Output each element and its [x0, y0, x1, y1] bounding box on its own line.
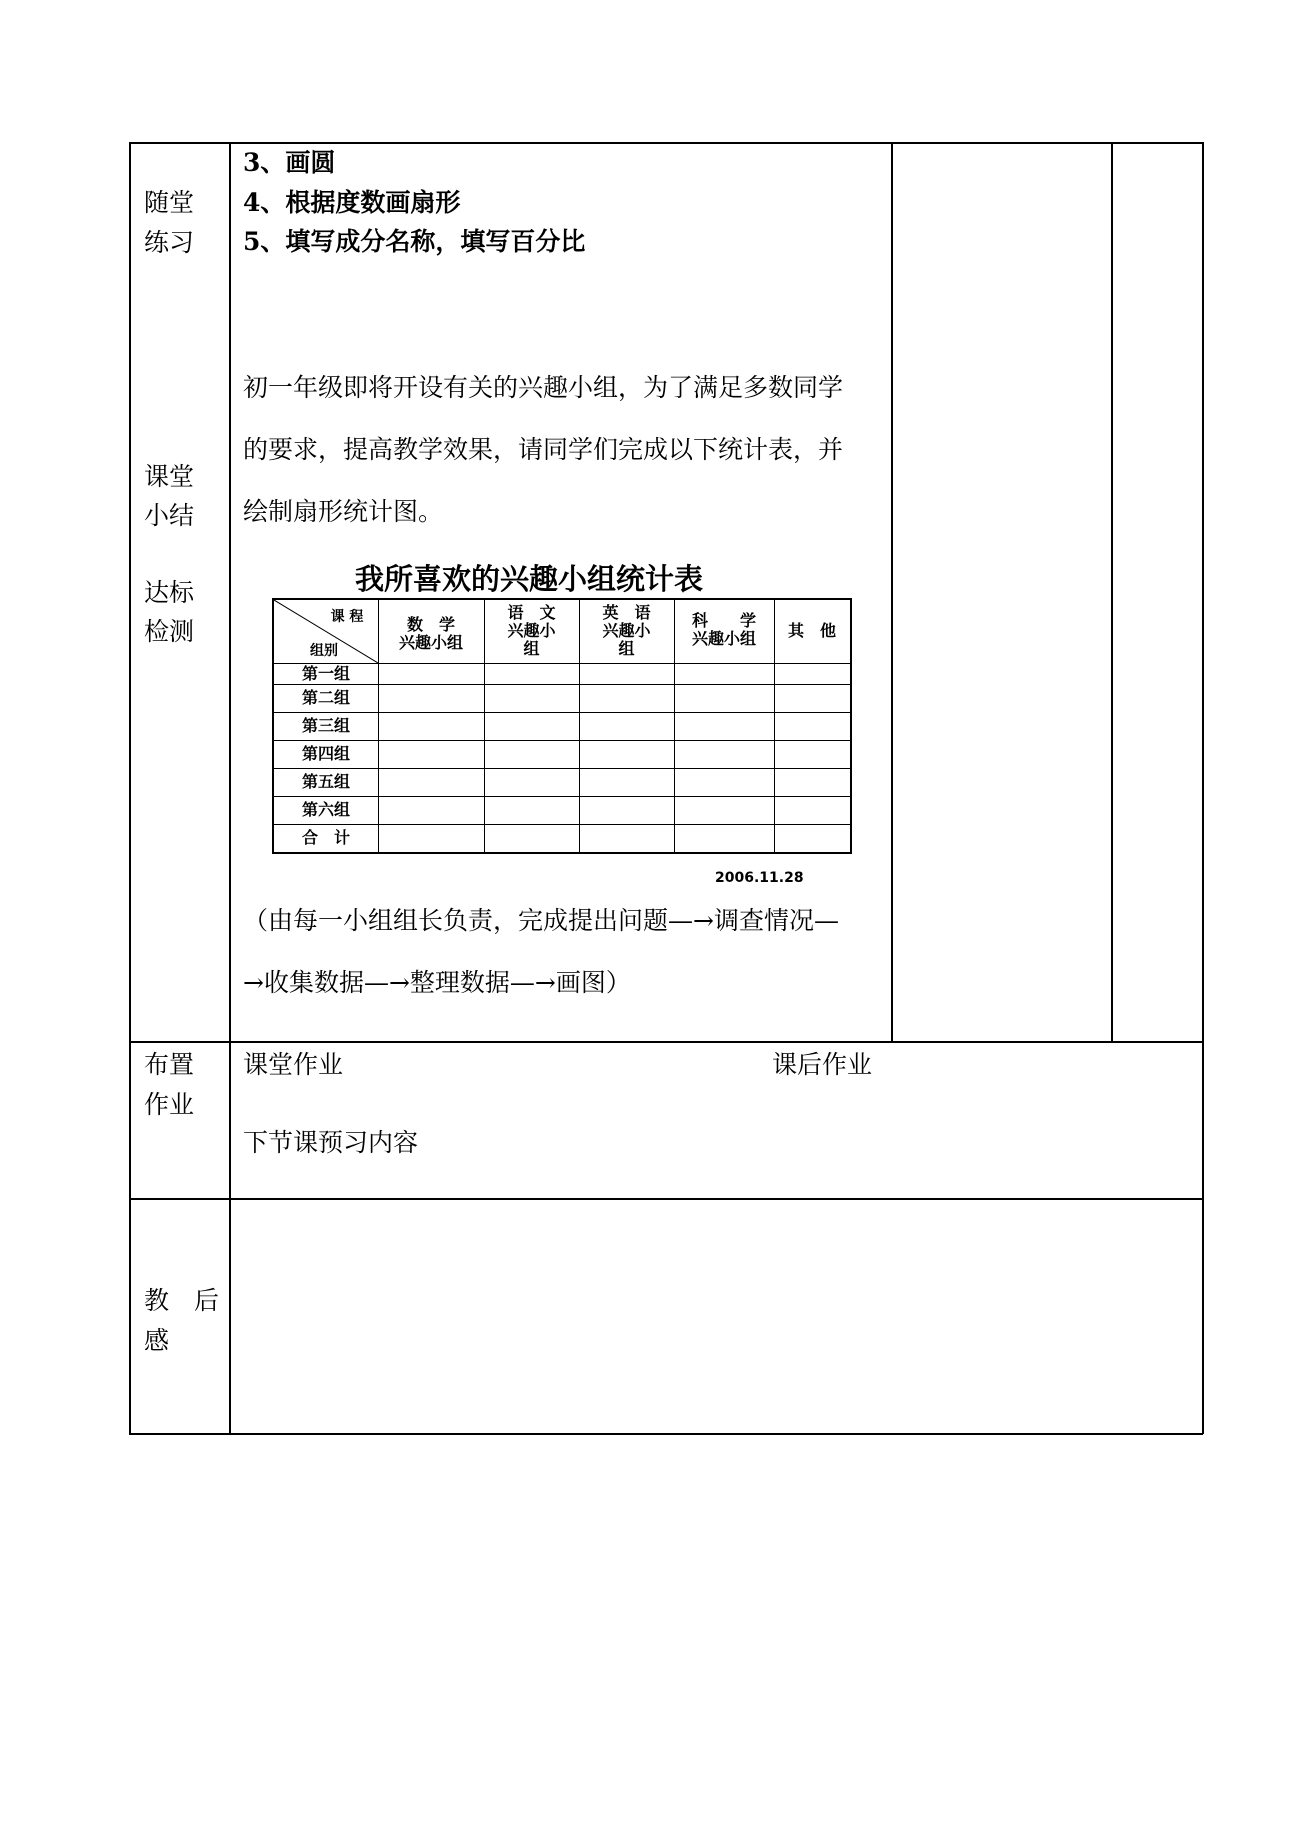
col-header-math-line: 数 学: [406, 615, 455, 634]
corner-label-course: 课 程: [330, 609, 364, 625]
exercise-item-5: 5、填写成分名称，填写百分比: [243, 227, 586, 256]
row-label: 合 计: [301, 828, 350, 847]
process-note-line-2: →收集数据—→整理数据—→画图）: [243, 968, 631, 997]
col-header-math-line: 兴趣小组: [398, 633, 463, 652]
label-reflection-1: 教 后: [144, 1286, 220, 1315]
label-homework-1: 布置: [144, 1050, 195, 1079]
col-header-science-line: 兴趣小组: [691, 629, 756, 648]
col-header-other-line: 其 他: [787, 621, 836, 640]
col-header-english-line: 英 语: [602, 603, 651, 622]
table-top-border: [129, 142, 1203, 144]
col-header-science-line: 科 学: [691, 611, 756, 630]
label-column-divider: [229, 142, 231, 1434]
col-header-english: [579, 604, 674, 658]
col-header-english-line: 兴趣小: [602, 621, 651, 640]
process-note: [243, 890, 883, 1014]
col-header-chinese-line: 兴趣小: [507, 621, 556, 640]
stat-row-divider: [274, 796, 850, 797]
label-reflection-2: 感: [144, 1326, 170, 1355]
label-practice-1: 随堂: [144, 188, 195, 217]
stat-row-divider: [274, 684, 850, 685]
row-label: 第一组: [301, 664, 350, 683]
label-homework-2: 作业: [144, 1090, 195, 1119]
homework-in-class: 课堂作业: [243, 1050, 344, 1079]
task-paragraph: [243, 357, 883, 543]
row-divider-homework: [129, 1041, 1203, 1043]
stat-table-date: 2006.11.28: [715, 870, 804, 886]
task-paragraph-line-1: 初一年级即将开设有关的兴趣小组，为了满足多数同学: [243, 373, 844, 402]
col-header-science: [674, 612, 774, 648]
row-label: 第三组: [301, 716, 350, 735]
col-header-chinese: [484, 604, 579, 658]
stat-table: [272, 598, 852, 854]
col-header-english-line: 组: [618, 639, 635, 658]
col-header-other: [774, 622, 850, 640]
row-divider-reflection: [129, 1198, 1203, 1200]
content-column-divider-1: [891, 142, 893, 1042]
row-label: 第四组: [301, 744, 350, 763]
label-practice-2: 练习: [144, 228, 195, 257]
task-paragraph-line-3: 绘制扇形统计图。: [243, 497, 444, 526]
homework-after-class: 课后作业: [772, 1050, 873, 1079]
label-summary-1: 课堂: [144, 462, 195, 491]
stat-row-divider: [274, 712, 850, 713]
row-label: 第五组: [301, 772, 350, 791]
stat-row-divider: [274, 740, 850, 741]
content-column-divider-2: [1111, 142, 1113, 1042]
stat-row-divider: [274, 824, 850, 825]
col-header-math: [378, 616, 484, 652]
exercise-item-4: 4、根据度数画扇形: [243, 188, 461, 217]
exercise-item-3: 3、画圆: [243, 148, 336, 177]
label-summary-2: 小结: [144, 501, 195, 530]
stat-row-divider: [274, 663, 850, 664]
col-header-chinese-line: 语 文: [507, 603, 556, 622]
row-label: 第六组: [301, 800, 350, 819]
col-header-chinese-line: 组: [523, 639, 540, 658]
label-test-1: 达标: [144, 578, 195, 607]
label-test-2: 检测: [144, 617, 195, 646]
row-label: 第二组: [301, 688, 350, 707]
stat-table-title: 我所喜欢的兴趣小组统计表: [355, 562, 704, 596]
table-bottom-border: [129, 1433, 1203, 1435]
table-right-border: [1202, 142, 1204, 1434]
table-left-border: [129, 142, 131, 1434]
stat-row-divider: [274, 768, 850, 769]
homework-preview: 下节课预习内容: [243, 1128, 419, 1157]
task-paragraph-line-2: 的要求，提高教学效果，请同学们完成以下统计表，并: [243, 435, 844, 464]
corner-label-group: 组别: [310, 643, 338, 659]
process-note-line-1: （由每一小组组长负责，完成提出问题—→调查情况—: [243, 906, 839, 935]
